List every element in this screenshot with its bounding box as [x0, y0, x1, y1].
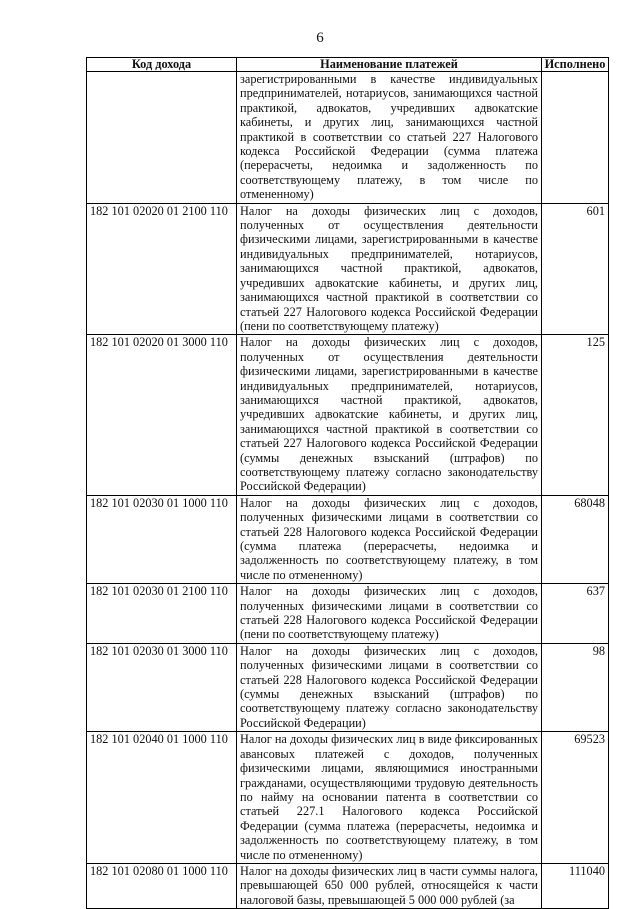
executed-amount	[542, 72, 609, 204]
column-header-code: Код дохода	[87, 58, 237, 72]
page-number: 6	[316, 30, 324, 46]
column-header-name: Наименование платежей	[237, 58, 542, 72]
table-row	[87, 863, 609, 908]
revenue-code: 182 101 02020 01 3000 110	[87, 335, 237, 495]
revenue-code: 182 101 02030 01 2100 110	[87, 584, 237, 644]
revenue-code: 182 101 02030 01 1000 110	[87, 495, 237, 583]
revenue-code: 182 101 02040 01 1000 110	[87, 732, 237, 864]
table-row	[87, 643, 609, 731]
payment-name: Налог на доходы физических лиц в части суммы налога, превышающей 650 000 рублей, относящейся к части налоговой базы, превышающей 5 000 000 рублей (за	[237, 863, 542, 908]
table-header-row	[87, 58, 609, 72]
table-row	[87, 203, 609, 335]
revenue-code: 182 101 02080 01 1000 110	[87, 863, 237, 908]
revenue-table	[86, 57, 609, 909]
column-header-executed: Исполнено	[542, 58, 609, 72]
payment-name: Налог на доходы физических лиц с доходов, полученных от осуществления деятельности физическими лицами, зарегистрированными в качестве индивидуальных предпринимателей, нотариусов, занимающихся частной практикой, адвокатов, учредивших адвокатские кабинеты, и других лиц, занимающихся частной практикой в соответствии со статьей 227 Налогового кодекса Российской Федерации (пени по соответствующему платежу)	[237, 203, 542, 335]
payment-name: Налог на доходы физических лиц с доходов, полученных физическими лицами в соответствии со статьей 228 Налогового кодекса Российской Федерации (суммы денежных взысканий (штрафов) по соответствующему платежу согласно законодательству Российской Федерации)	[237, 643, 542, 731]
revenue-code: 182 101 02030 01 3000 110	[87, 643, 237, 731]
payment-name: Налог на доходы физических лиц в виде фиксированных авансовых платежей с доходов, полученных физическими лицами, являющимися иностранными гражданами, осуществляющими трудовую деятельность по найму на основании патента в соответствии со статьей 227.1 Налогового кодекса Российской Федерации (сумма платежа (перерасчеты, недоимка и задолженность по соответствующему платежу, в том числе по отмененному)	[237, 732, 542, 864]
executed-amount: 637	[542, 584, 609, 644]
executed-amount: 125	[542, 335, 609, 495]
executed-amount: 98	[542, 643, 609, 731]
executed-amount: 69523	[542, 732, 609, 864]
executed-amount: 601	[542, 203, 609, 335]
table-row	[87, 495, 609, 583]
payment-name: зарегистрированными в качестве индивидуальных предпринимателей, нотариусов, занимающихся частной практикой, адвокатов, учредивших адвокатские кабинеты, и других лиц, занимающихся частной практикой в соответствии со статьей 227 Налогового кодекса Российской Федерации (сумма платежа (перерасчеты, недоимка и задолженность по соответствующему платежу, в том числе по отмененному)	[237, 72, 542, 204]
table-row	[87, 335, 609, 495]
revenue-code: 182 101 02020 01 2100 110	[87, 203, 237, 335]
payment-name: Налог на доходы физических лиц с доходов, полученных физическими лицами в соответствии со статьей 228 Налогового кодекса Российской Федерации (пени по соответствующему платежу)	[237, 584, 542, 644]
table-row	[87, 584, 609, 644]
revenue-code	[87, 72, 237, 204]
executed-amount: 111040	[542, 863, 609, 908]
executed-amount: 68048	[542, 495, 609, 583]
table-row	[87, 72, 609, 204]
payment-name: Налог на доходы физических лиц с доходов, полученных физическими лицами в соответствии со статьей 228 Налогового кодекса Российской Федерации (сумма платежа (перерасчеты, недоимка и задолженность по соответствующему платежу, в том числе по отмененному)	[237, 495, 542, 583]
payment-name: Налог на доходы физических лиц с доходов, полученных от осуществления деятельности физическими лицами, зарегистрированными в качестве индивидуальных предпринимателей, нотариусов, занимающихся частной практикой, адвокатов, учредивших адвокатские кабинеты, и других лиц, занимающихся частной практикой в соответствии со статьей 227 Налогового кодекса Российской Федерации (суммы денежных взысканий (штрафов) по соответствующему платежу согласно законодательству Российской Федерации)	[237, 335, 542, 495]
table-row	[87, 732, 609, 864]
